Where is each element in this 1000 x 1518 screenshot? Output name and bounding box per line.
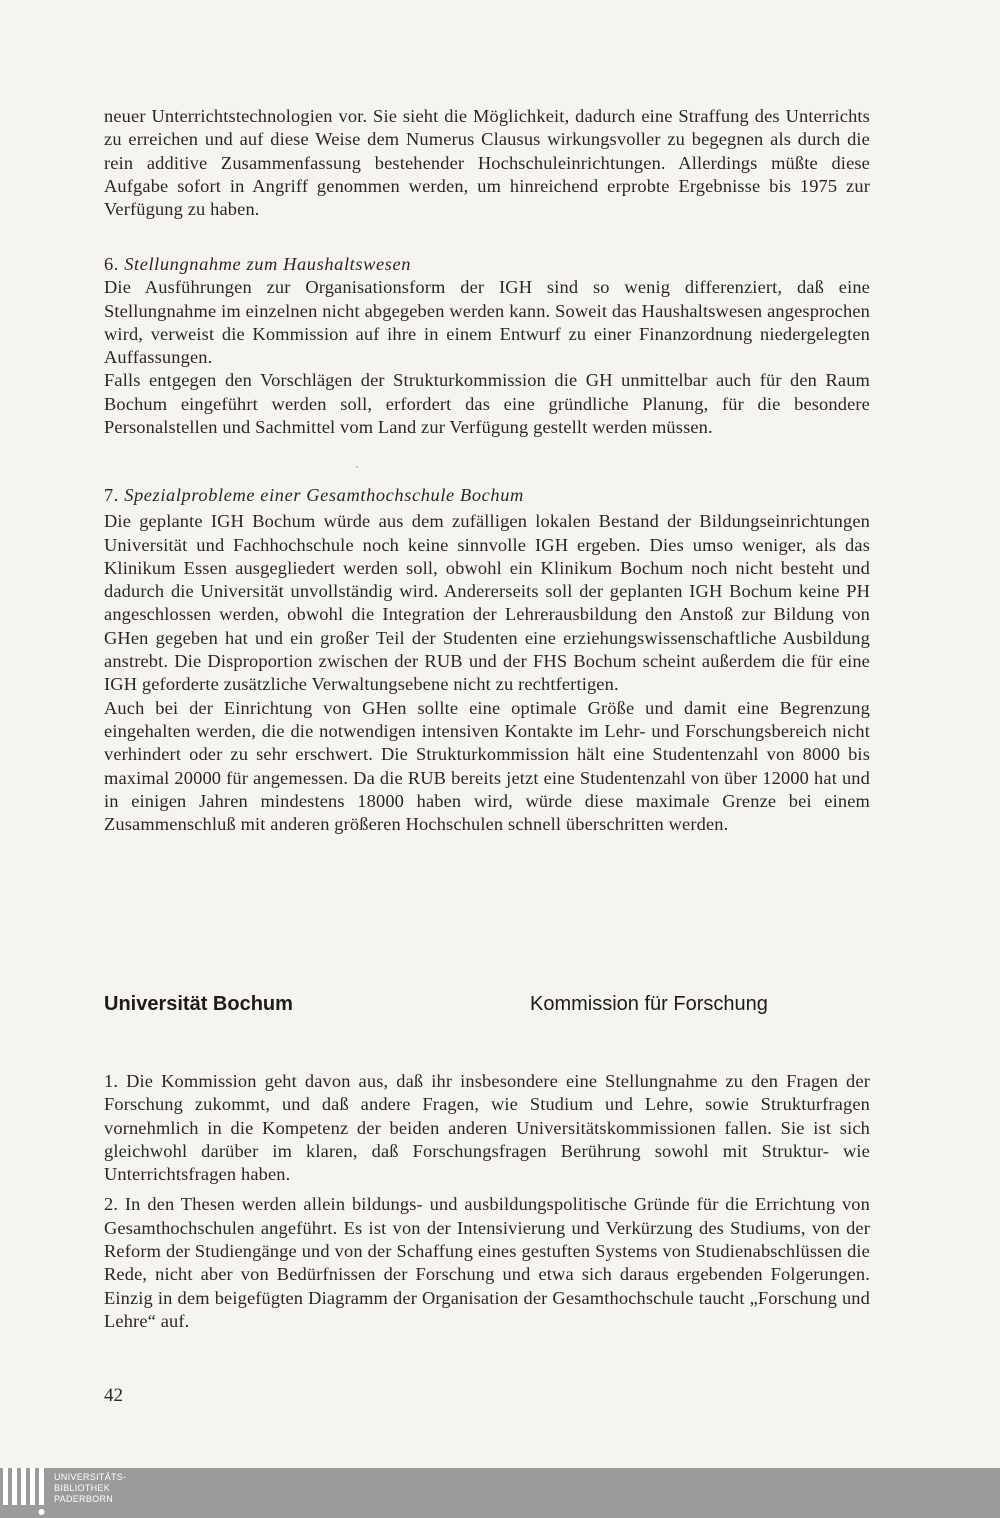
section-7-paragraph-1: Die geplante IGH Bochum würde aus dem zufälligen lokalen Bestand der Bildungseinrichtungen Universität und Fachhochschule noch keine sinnvolle IGH ergeben. Dies umso weniger, als das Klinikum Essen ausgegliedert werden soll, obwohl ein Klinikum Bochum noch nicht besteht und dadurch die Universität unvollständig wird. Andererseits soll der geplanten IGH Bochum keine PH angeschlossen werden, obwohl die Integration der Lehrerausbildung den Anstoß zur Bildung von GHen gegeben hat und ein großer Teil der Studenten eine erziehungswissenschaftliche Ausbildung anstrebt. Die Disproportion zwischen der RUB und der FHS Bochum scheint außerdem die für eine IGH geforderte zusätzliche Verwaltungsebene nicht zu rechtfertigen. (104, 511, 870, 695)
university-title: Universität Bochum (104, 993, 293, 1015)
section-6-paragraph-1: Die Ausführungen zur Organisationsform der IGH sind so wenig differenziert, daß eine Stellungnahme im einzelnen nicht abgegeben werden kann. Soweit das Haushaltswesen angesprochen wird, verweist die Kommission auf ihre in einem Entwurf zu einer Finanzordnung niedergelegten Auffassungen. (104, 277, 870, 368)
section-6-title: Stellungnahme zum Haushaltswesen (124, 254, 412, 274)
commission-header (104, 993, 870, 1023)
intro-paragraph: neuer Unterrichtstechnologien vor. Sie sieht die Möglichkeit, dadurch eine Straffung des Unterrichts zu erreichen und auf diese Weise dem Numerus Clausus wirkungsvoller zu begegnen als durch die rein additive Zusammenfassung bestehender Hochschuleinrichtungen. Allerdings müßte diese Aufgabe sofort in Angriff genommen werden, um hinreichend erprobte Ergebnisse bis 1975 zur Verfügung zu haben. (104, 106, 870, 220)
section-6 (104, 253, 870, 439)
section-6-paragraph-2: Falls entgegen den Vorschlägen der Strukturkommission die GH unmittelbar auch für den Raum Bochum eingeführt werden soll, erfordert das eine gründliche Planung, für die besondere Personalstellen und Sachmittel vom Land zur Verfügung gestellt werden müssen. (104, 370, 870, 438)
library-line-3: PADERBORN (54, 1494, 114, 1504)
section-6-heading (104, 253, 870, 276)
page-number: 42 (104, 1385, 123, 1406)
scan-speck (356, 466, 358, 468)
research-paragraph-2: 2. In den Thesen werden allein bildungs- und ausbildungspolitische Gründe für die Errichtung von Gesamthochschulen angeführt. Es ist von der Intensivierung und Verkürzung des Studiums, von der Reform der Studiengänge und von der Schaffung eines gestuften Systems von Studienabschlüssen die Rede, nicht aber von Bedürfnissen der Forschung und etwa sich daraus ergebenden Folgerungen. Einzig in dem beigefügten Diagramm der Organisation der Gesamthochschule taucht „Forschung und Lehre“ auf. (104, 1194, 870, 1331)
section-7-heading (104, 484, 870, 507)
section-7 (104, 484, 870, 836)
section-6-number: 6. (104, 254, 119, 274)
section-7-number: 7. (104, 485, 119, 505)
library-line-2: BIBLIOTHEK (54, 1483, 111, 1493)
library-name (54, 1472, 126, 1505)
intro-block (104, 105, 870, 221)
library-footer-bar (0, 1468, 1000, 1518)
section-7-paragraph-2: Auch bei der Einrichtung von GHen sollte eine optimale Größe und damit eine Begrenzung eingehalten werden, die die notwendigen intensiven Kontakte im Lehr- und Forschungsbereich nicht verhindert oder zu sehr erschwert. Die Strukturkommission hält eine Studentenzahl von 8000 bis maximal 20000 für angemessen. Da die RUB bereits jetzt eine Studentenzahl von über 12000 hat und in einigen Jahren mindestens 18000 haben wird, würde diese maximale Grenze bei einem Zusammenschluß mit anderen größeren Hochschulen schnell überschritten werden. (104, 697, 870, 835)
section-7-title: Spezialprobleme einer Gesamthochschule Bochum (124, 485, 524, 505)
library-line-1: UNIVERSITÄTS- (54, 1472, 127, 1482)
research-paragraph-1: 1. Die Kommission geht davon aus, daß ihr insbesondere eine Stellungnahme zu den Fragen der Forschung zukommt, und daß andere Fragen, wie Studium und Lehre, sowie Strukturfragen vornehmlich in die Kompetenz der beiden anderen Universitätskommissionen fallen. Sie ist sich gleichwohl darüber im klaren, daß Forschungsfragen Berührung sowohl mit Struktur- wie Unterrichtsfragen haben. (104, 1071, 870, 1185)
library-logo-icon (2, 1468, 48, 1518)
research-block (104, 1070, 870, 1333)
commission-title: Kommission für Forschung (530, 993, 768, 1015)
